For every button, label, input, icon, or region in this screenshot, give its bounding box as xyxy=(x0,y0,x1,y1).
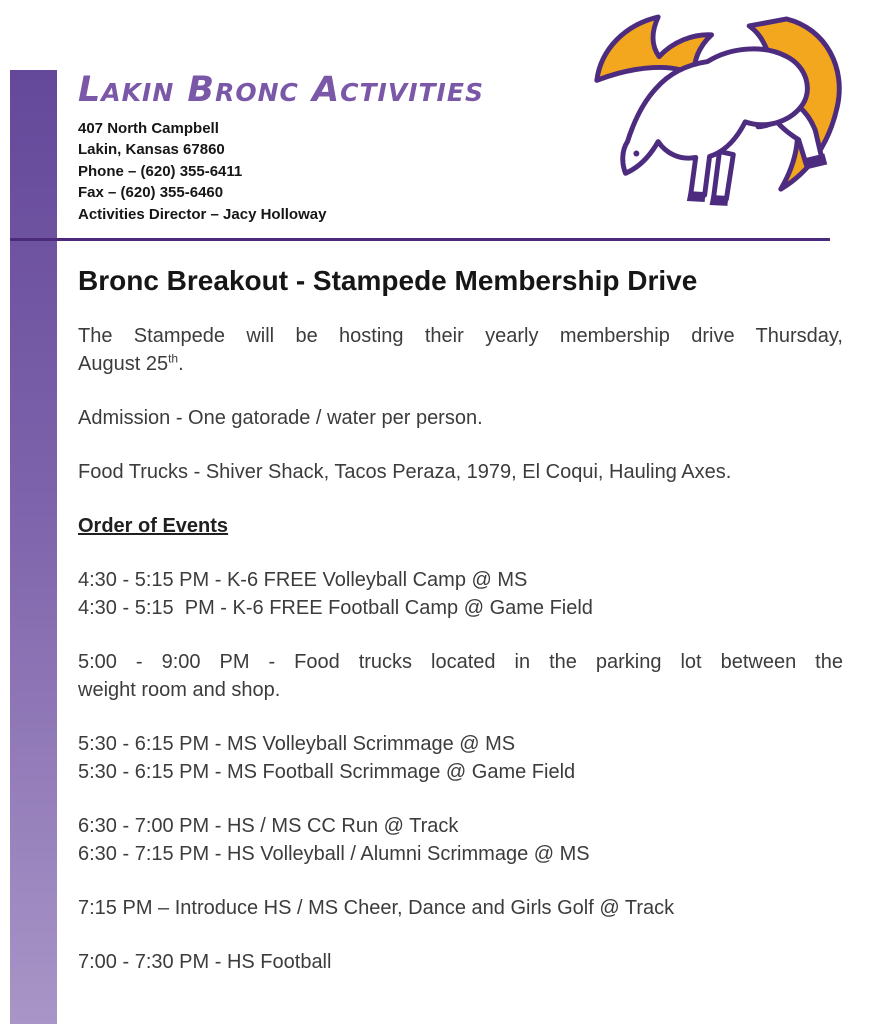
intro-date-text: August 25 xyxy=(78,353,169,376)
intro-paragraph xyxy=(78,322,843,378)
document-body xyxy=(0,241,875,976)
event-line: 6:30 - 7:15 PM - HS Volleyball / Alumni Scrimmage @ MS xyxy=(78,843,590,866)
org-title: Lakin Bronc Activities xyxy=(78,70,484,110)
address-line-2: Lakin, Kansas 67860 xyxy=(78,141,225,159)
event-line: 5:00 - 9:00 PM - Food trucks located in the parking lot between the xyxy=(78,651,843,674)
address-line-1: 407 North Campbell xyxy=(78,119,219,137)
fax-line: Fax – (620) 355-6460 xyxy=(78,184,224,202)
bucking-bronco-icon xyxy=(581,4,853,214)
event-group xyxy=(78,812,843,868)
intro-line-2 xyxy=(78,350,843,378)
event-group xyxy=(78,566,843,622)
event-group xyxy=(78,894,843,922)
phone-line: Phone – (620) 355-6411 xyxy=(78,162,243,180)
food-trucks-paragraph: Food Trucks - Shiver Shack, Tacos Peraza, 1979, El Coqui, Hauling Axes. xyxy=(78,461,732,484)
event-group xyxy=(78,730,843,786)
intro-period: . xyxy=(178,353,184,376)
event-group xyxy=(78,648,843,704)
event-line: 6:30 - 7:00 PM - HS / MS CC Run @ Track xyxy=(78,815,459,838)
event-line: weight room and shop. xyxy=(78,679,281,702)
event-line: 5:30 - 6:15 PM - MS Football Scrimmage @ Game Field xyxy=(78,761,576,784)
bucking-bronco-logo xyxy=(581,4,853,214)
event-group xyxy=(78,948,843,976)
event-line: 4:30 - 5:15 PM - K-6 FREE Volleyball Camp @ MS xyxy=(78,569,528,592)
admission-paragraph: Admission - One gatorade / water per person. xyxy=(78,407,483,430)
event-line: 5:30 - 6:15 PM - MS Volleyball Scrimmage @ MS xyxy=(78,733,516,756)
director-line: Activities Director – Jacy Holloway xyxy=(78,205,327,223)
event-line: 7:15 PM – Introduce HS / MS Cheer, Dance and Girls Golf @ Track xyxy=(78,897,675,920)
page-title: Bronc Breakout - Stampede Membership Drive xyxy=(78,265,698,297)
ordinal-superscript: th xyxy=(168,351,179,366)
event-line: 7:00 - 7:30 PM - HS Football xyxy=(78,951,332,974)
order-of-events-heading: Order of Events xyxy=(78,515,229,538)
event-line: 4:30 - 5:15 PM - K-6 FREE Football Camp @ Game Field xyxy=(78,597,593,620)
intro-line-1: The Stampede will be hosting their yearly membership drive Thursday, xyxy=(78,325,843,348)
